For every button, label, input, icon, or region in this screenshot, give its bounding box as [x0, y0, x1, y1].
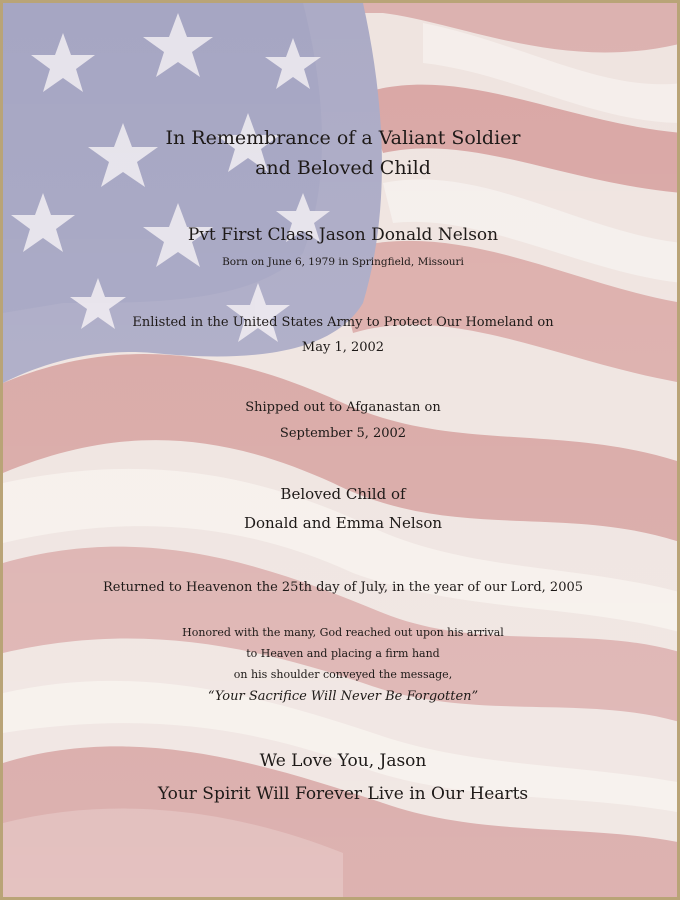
- message-quote: “Your Sacrifice Will Never Be Forgotten”: [207, 689, 479, 704]
- love-line-1: We Love You, Jason: [259, 751, 427, 771]
- love-line-2: Your Spirit Will Forever Live in Our Hearts: [157, 784, 529, 804]
- enlisted-line-2: May 1, 2002: [301, 340, 385, 355]
- honored-line-2: to Heaven and placing a firm hand: [246, 647, 440, 660]
- honored-line-1: Honored with the many, God reached out upon his arrival: [182, 626, 504, 639]
- memorial-text: [3, 3, 680, 900]
- child-line-1: Beloved Child of: [280, 485, 406, 503]
- enlisted-line-1: Enlisted in the United States Army to Protect Our Homeland on: [132, 315, 554, 330]
- birth-info: Born on June 6, 1979 in Springfield, Missouri: [222, 256, 464, 268]
- shipped-line-1: Shipped out to Afganastan on: [245, 400, 441, 415]
- honored-line-3: on his shoulder conveyed the message,: [233, 668, 453, 681]
- child-line-2: Donald and Emma Nelson: [243, 514, 443, 532]
- heading-line-1: In Remembrance of a Valiant Soldier: [165, 127, 521, 149]
- heading-line-2: and Beloved Child: [255, 157, 431, 179]
- returned-line: Returned to Heavenon the 25th day of July, in the year of our Lord, 2005: [102, 580, 584, 595]
- soldier-name: Pvt First Class Jason Donald Nelson: [187, 225, 499, 245]
- shipped-line-2: September 5, 2002: [279, 426, 407, 441]
